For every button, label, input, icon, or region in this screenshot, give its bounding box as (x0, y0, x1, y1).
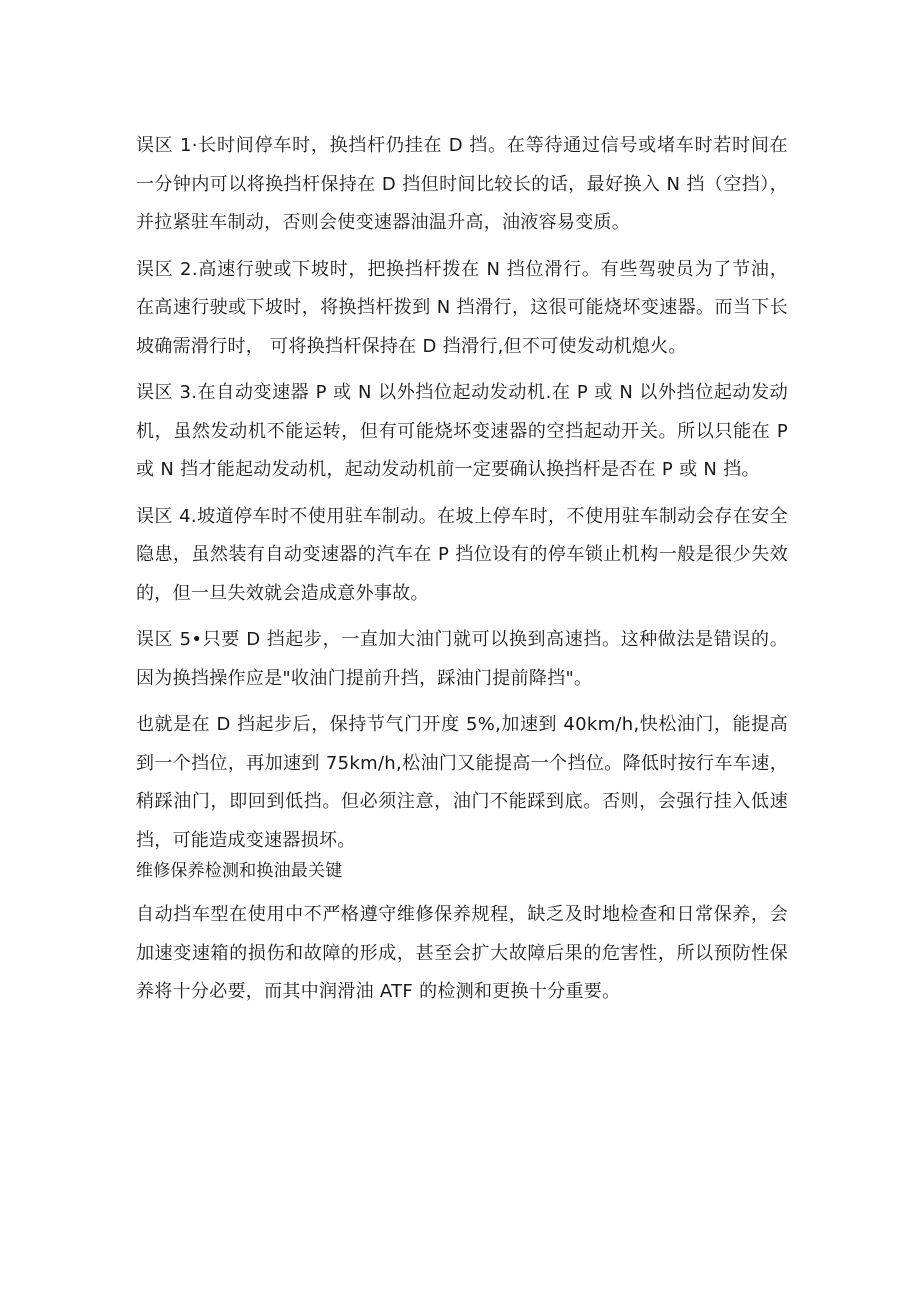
paragraph-mistake-2: 误区 2.高速行驶或下坡时，把换挡杆拨在 N 挡位滑行。有些驾驶员为了节油，在高速行驶或下坡时，将换挡杆拨到 N 挡滑行，这很可能烧坏变速器。而当下长坡确需滑行时， 可将换挡杆保持在 D 挡滑行,但不可使发动机熄火。 (136, 258, 788, 357)
paragraph-shift-explanation: 也就是在 D 挡起步后，保持节气门开度 5%,加速到 40km/h,快松油门，能提高到一个挡位，再加速到 75km/h,松油门又能提高一个挡位。降低时按行车车速，稍踩油门，即回到低挡。但必须注意，油门不能踩到底。否则，会强行挂入低速挡，可能造成变速器损坏。 (136, 714, 788, 851)
section-heading: 维修保养检测和换油最关键 (136, 861, 343, 881)
document-body (136, 127, 788, 1012)
paragraph-mistake-5: 误区 5•只要 D 挡起步，一直加大油门就可以换到高速挡。这种做法是错误的。因为换挡操作应是"收油门提前升挡，踩油门提前降挡"。 (136, 629, 788, 689)
paragraph-maintenance: 自动挡车型在使用中不严格遵守维修保养规程，缺乏及时地检查和日常保养，会加速变速箱的损伤和故障的形成，甚至会扩大故障后果的危害性，所以预防性保养将十分必要，而其中润滑油 ATF 的检测和更换十分重要。 (136, 904, 788, 1002)
paragraph-mistake-3: 误区 3.在自动变速器 P 或 N 以外挡位起动发动机.在 P 或 N 以外挡位起动发动机，虽然发动机不能运转，但有可能烧坏变速器的空挡起动开关。所以只能在 P 或 N 挡才能起动发动机，起动发动机前一定要确认换挡杆是否在 P 或 N 挡。 (136, 382, 788, 480)
paragraph-mistake-4: 误区 4.坡道停车时不使用驻车制动。在坡上停车时，不使用驻车制动会存在安全隐患，虽然装有自动变速器的汽车在 P 挡位设有的停车锁止机构一般是很少失效的，但一旦失效就会造成意外事故。 (136, 505, 788, 604)
paragraph-mistake-1: 误区 1·长时间停车时，换挡杆仍挂在 D 挡。在等待通过信号或堵车时若时间在一分钟内可以将换挡杆保持在 D 挡但时间比较长的话，最好换入 N 挡（空挡），并拉紧驻车制动，否则会使变速器油温升高，油液容易变质。 (136, 135, 788, 233)
